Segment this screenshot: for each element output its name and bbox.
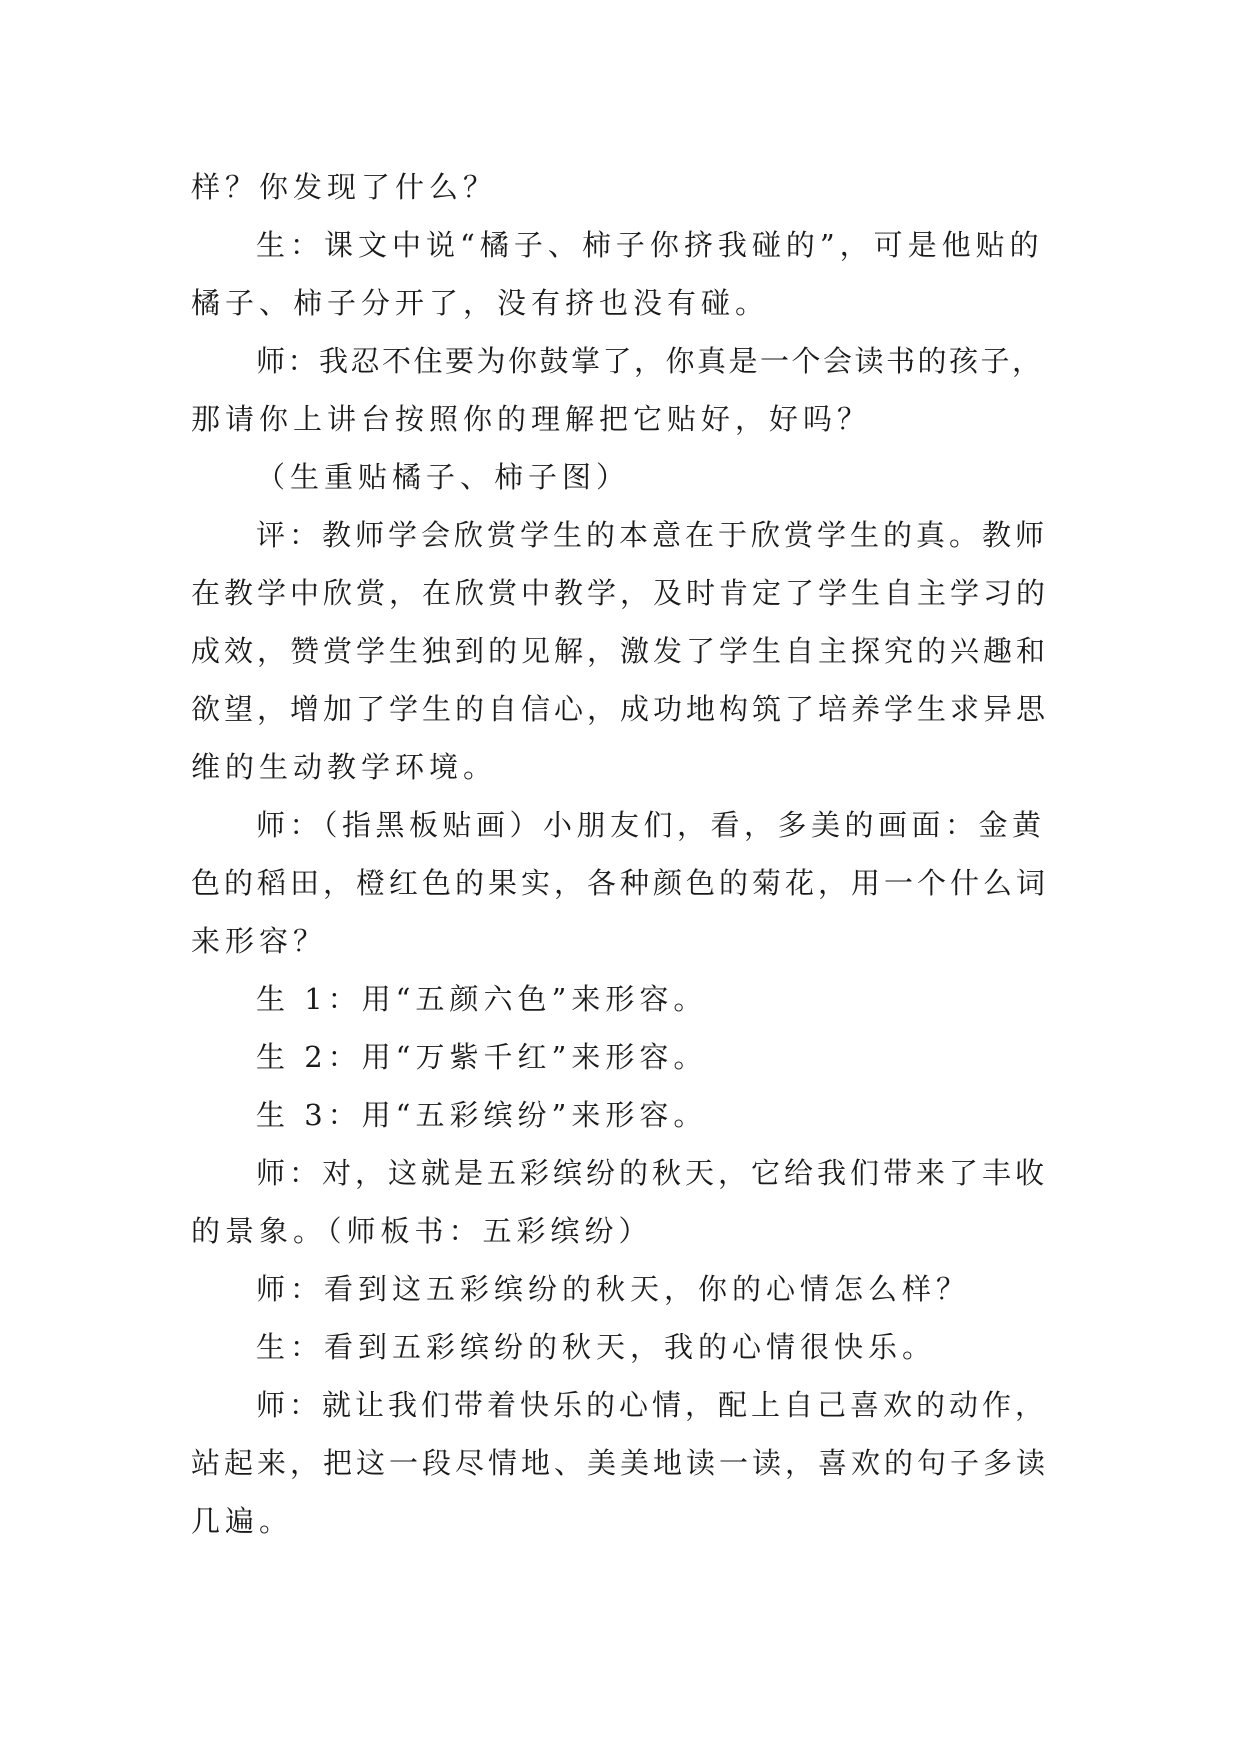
paragraph-line: 师：就让我们带着快乐的心情，配上自己喜欢的动作， <box>256 1388 1049 1422</box>
paragraph-line: 生 1：用“五颜六色”来形容。 <box>256 982 708 1016</box>
paragraph-line: 师：看到这五彩缤纷的秋天，你的心情怎么样？ <box>256 1272 971 1306</box>
text-line: 来形容？ <box>191 924 328 958</box>
document-body <box>191 158 1051 1550</box>
text-line: 色的稻田，橙红色的果实，各种颜色的菊花，用一个什么词 <box>191 866 1050 900</box>
text-line: 的景象。（师板书：五彩缤纷） <box>191 1214 653 1248</box>
text-line: 几遍。 <box>191 1504 294 1538</box>
paragraph-line: 生 2：用“万紫千红”来形容。 <box>256 1040 708 1074</box>
stage-direction: （生重贴橘子、柿子图） <box>256 460 631 494</box>
text-line: 样？你发现了什么？ <box>191 170 498 204</box>
text-line: 欲望，增加了学生的自信心，成功地构筑了培养学生求异思 <box>191 692 1050 726</box>
paragraph-line: 生 3：用“五彩缤纷”来形容。 <box>256 1098 708 1132</box>
paragraph-line: 评：教师学会欣赏学生的本意在于欣赏学生的真。教师 <box>256 518 1049 552</box>
text-line: 那请你上讲台按照你的理解把它贴好，好吗？ <box>191 402 872 436</box>
text-line: 橘子、柿子分开了，没有挤也没有碰。 <box>191 286 770 320</box>
paragraph-line: 师：我忍不住要为你鼓掌了，你真是一个会读书的孩子， <box>256 344 1044 378</box>
text-line: 在教学中欣赏，在欣赏中教学，及时肯定了学生自主学习的 <box>191 576 1050 610</box>
paragraph-line: 生：看到五彩缤纷的秋天，我的心情很快乐。 <box>256 1330 937 1364</box>
text-line: 维的生动教学环境。 <box>191 750 498 784</box>
text-line: 站起来，把这一段尽情地、美美地读一读，喜欢的句子多读 <box>191 1446 1050 1480</box>
text-line: 成效，赞赏学生独到的见解，激发了学生自主探究的兴趣和 <box>191 634 1050 668</box>
paragraph-line: 师：对，这就是五彩缤纷的秋天，它给我们带来了丰收 <box>256 1156 1049 1190</box>
paragraph-line: 师：（指黑板贴画）小朋友们，看，多美的画面：金黄 <box>256 808 1046 842</box>
paragraph-line: 生：课文中说“橘子、柿子你挤我碰的”，可是他贴的 <box>256 228 1044 262</box>
